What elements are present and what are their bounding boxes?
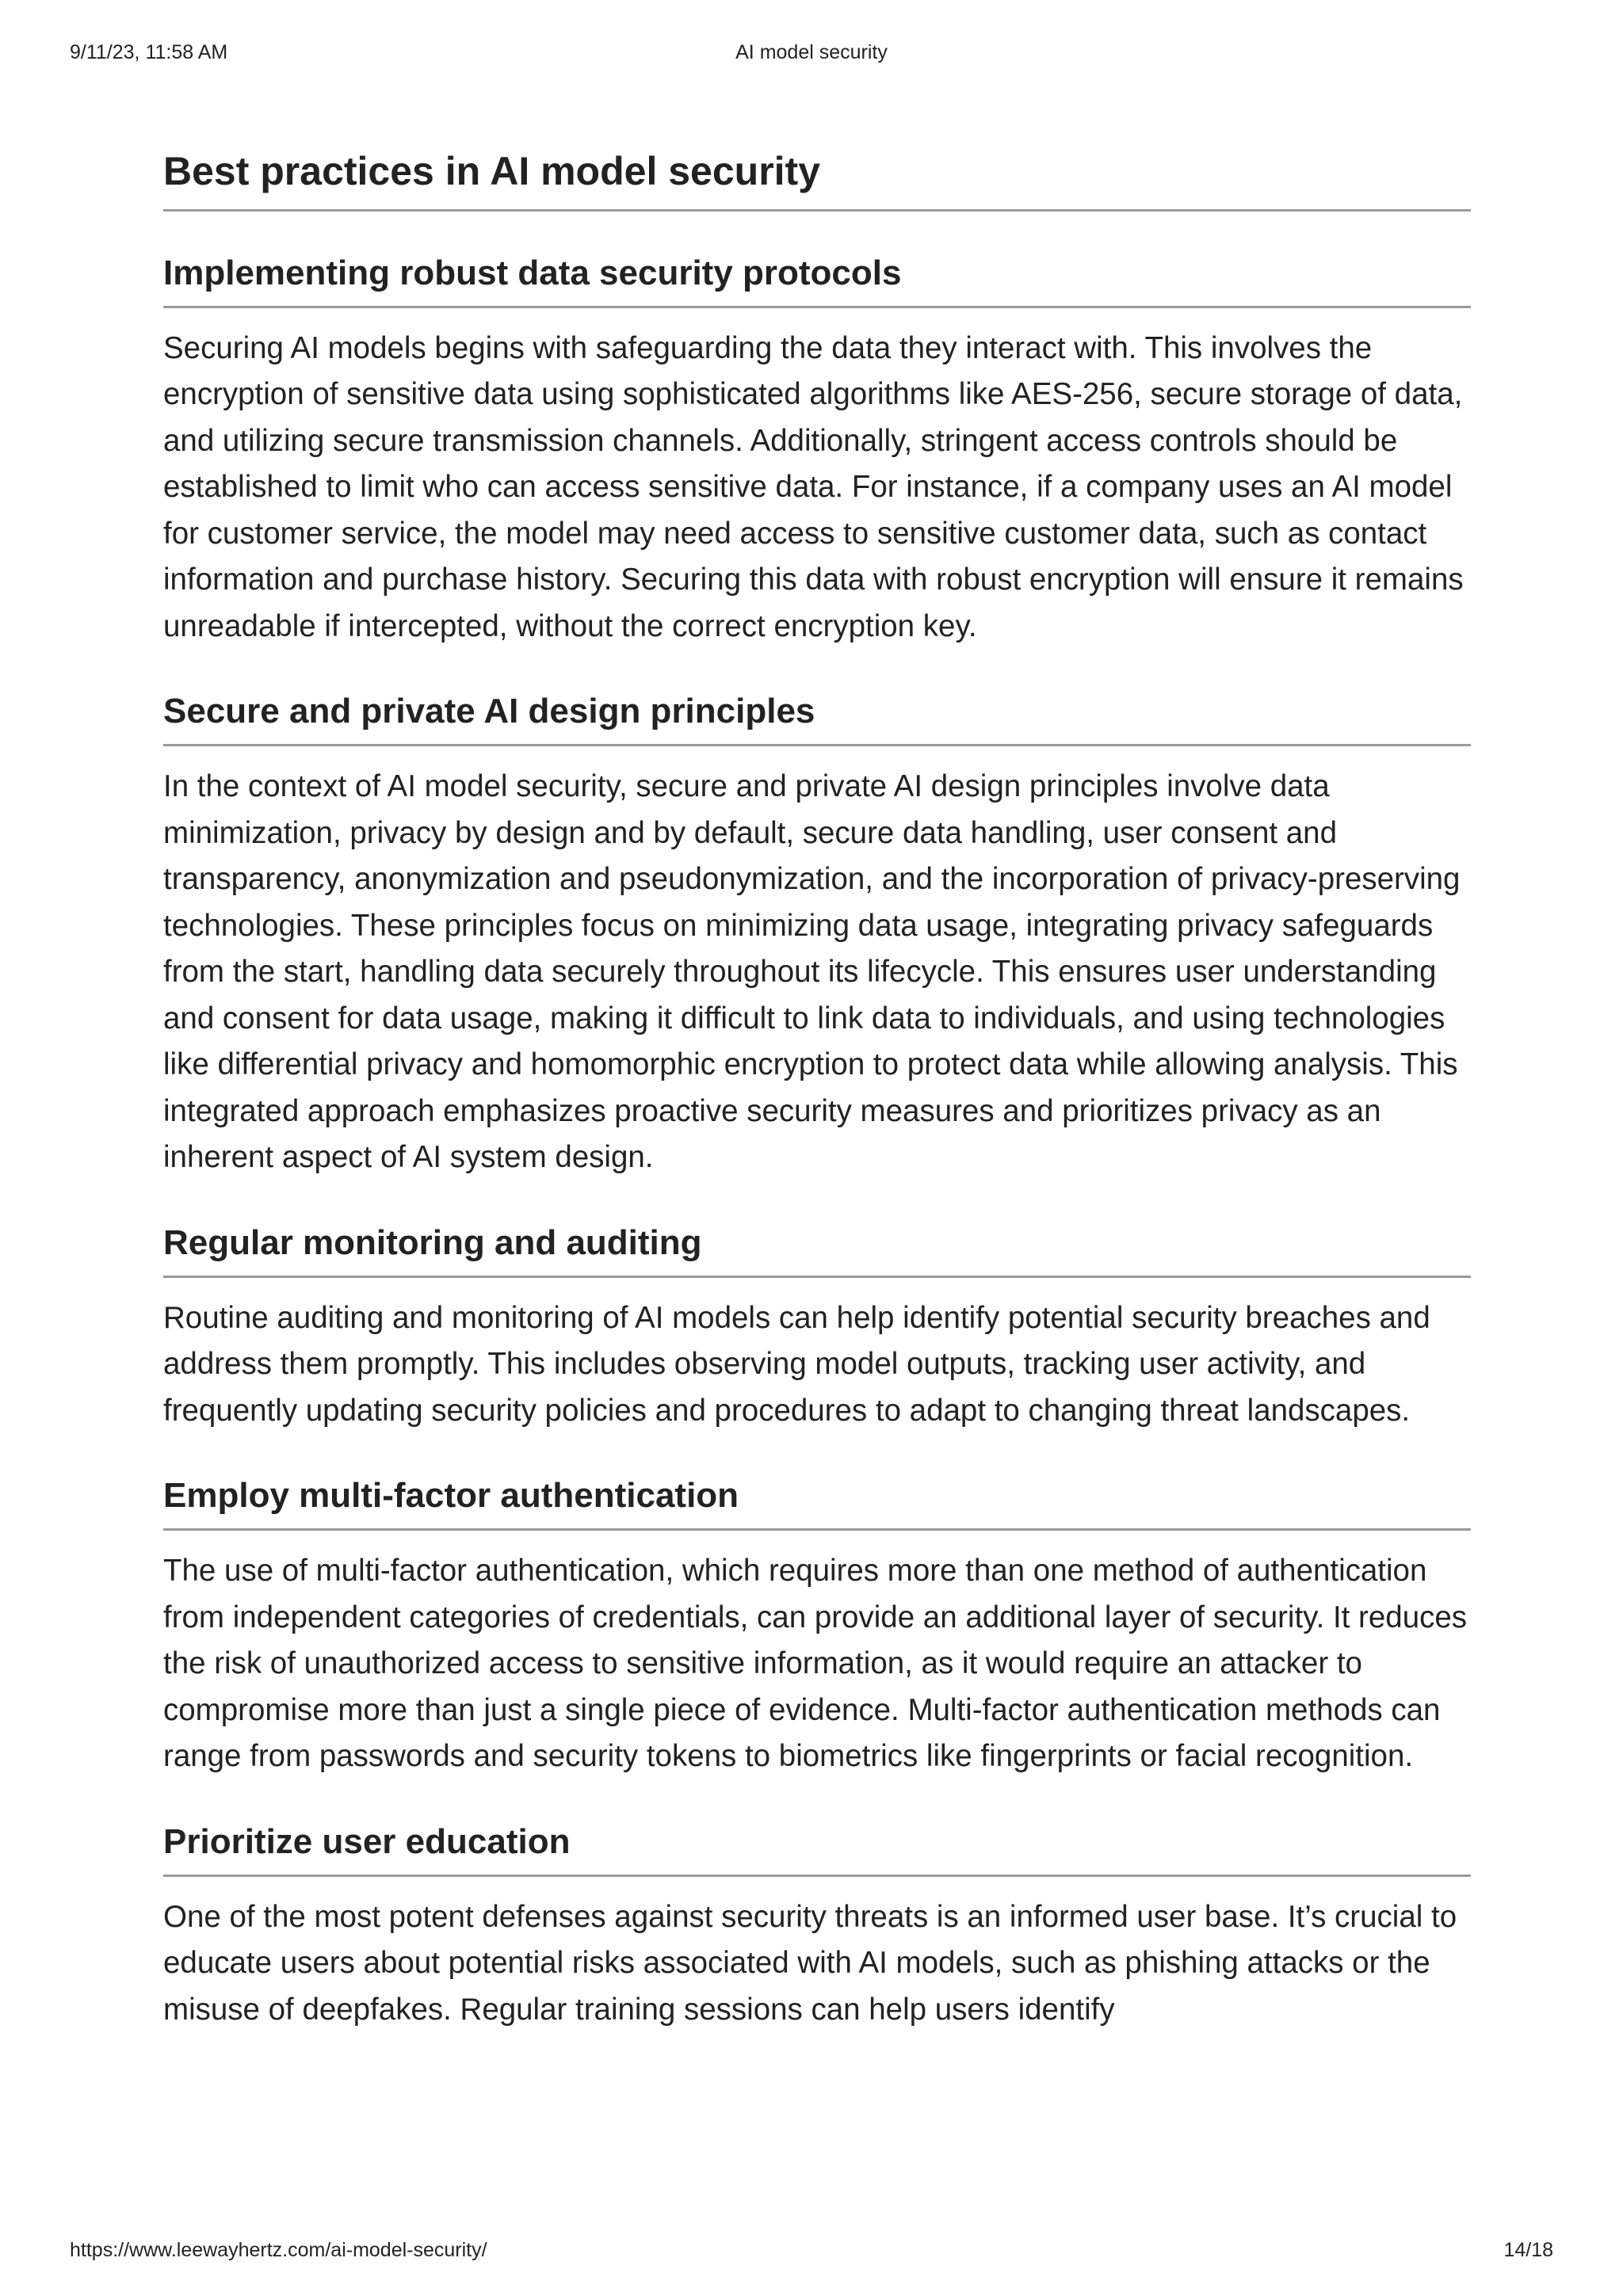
section-secure-private-design [163, 689, 1471, 1181]
section-heading: Prioritize user education [163, 1820, 1471, 1877]
section-heading: Regular monitoring and auditing [163, 1221, 1471, 1278]
section-body: The use of multi-factor authentication, which requires more than one method of authentication from independent categories of credentials, can provide an additional layer of security. It reduces the risk of unauthorized access to sensitive information, as it would require an attacker to compromise more than just a single piece of evidence. Multi-factor authentication methods can range from passwords and security tokens to biometrics like fingerprints or facial recognition. [163, 1554, 1468, 1773]
section-data-security-protocols [163, 251, 1471, 650]
section-monitoring-auditing [163, 1221, 1471, 1435]
section-body: Securing AI models begins with safeguarding the data they interact with. This involves the encryption of sensitive data using sophisticated algorithms like AES-256, secure storage of data, and utilizing secure transmission channels. Additionally, stringent access controls should be established to limit who can access sensitive data. For instance, if a company uses an AI model for customer service, the model may need access to sensitive customer data, such as contact information and purchase history. Securing this data with robust encryption will ensure it remains unreadable if intercepted, without the correct encryption key. [163, 330, 1464, 643]
article-content [163, 147, 1471, 2033]
section-user-education [163, 1820, 1471, 2034]
section-body: Routine auditing and monitoring of AI models can help identify potential security breaches and address them promptly. This includes observing model outputs, tracking user activity, and frequently updating security policies and procedures to adapt to changing threat landscapes. [163, 1300, 1430, 1428]
section-multi-factor-auth [163, 1474, 1471, 1780]
section-heading: Employ multi-factor authentication [163, 1474, 1471, 1531]
page-number: 14/18 [1503, 2239, 1553, 2261]
page-title: Best practices in AI model security [163, 147, 1471, 212]
section-body: One of the most potent defenses against security threats is an informed user base. It’s crucial to educate users about potential risks associated with AI models, such as phishing attacks or the misuse of deepfakes. Regular training sessions can help users identify [163, 1899, 1457, 2027]
print-header [70, 41, 1553, 65]
section-heading: Implementing robust data security protocols [163, 251, 1471, 308]
section-body: In the context of AI model security, secure and private AI design principles involve data minimization, privacy by design and by default, secure data handling, user consent and transparency, anonymization and pseudonymization, and the incorporation of privacy-preserving technologies. These principles focus on minimizing data usage, integrating privacy safeguards from the start, handling data securely throughout its lifecycle. This ensures user understanding and consent for data usage, making it difficult to link data to individuals, and using technologies like differential privacy and homomorphic encryption to protect data while allowing analysis. This integrated approach emphasizes proactive security measures and prioritizes privacy as an inherent aspect of AI system design. [163, 769, 1461, 1174]
print-doc-title: AI model security [735, 41, 888, 63]
section-heading: Secure and private AI design principles [163, 689, 1471, 746]
print-footer [70, 2239, 1553, 2263]
page-url[interactable]: https://www.leewayhertz.com/ai-model-security/ [70, 2239, 487, 2261]
print-datetime: 9/11/23, 11:58 AM [70, 41, 228, 63]
